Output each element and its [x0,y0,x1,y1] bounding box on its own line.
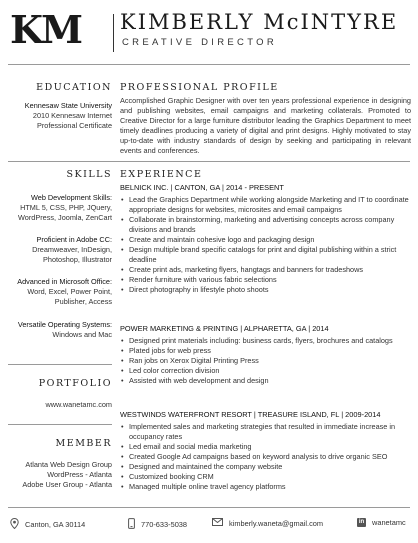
member-item: Adobe User Group - Atlanta [22,480,112,489]
skill-group [17,277,112,307]
job-bullets [120,336,412,386]
phone-icon [128,518,135,531]
skill-group-line: Windows and Mac [52,330,112,339]
education-school: Kennesaw State University [24,101,112,110]
candidate-title: CREATIVE DIRECTOR [122,37,277,48]
experience-heading: EXPERIENCE [120,169,203,180]
job-bullet: • Led color correction division [120,366,412,376]
footer-email[interactable] [212,518,323,528]
job-title: BELNICK INC. | CANTON, GA | 2014 - PRESENT [120,183,284,192]
email-icon [212,518,223,528]
job-bullet: • Direct photography in lifestyle photo shoots [120,285,412,295]
job-bullet: • Render furniture with various fabric selections [120,275,412,285]
member-item: WordPress - Atlanta [47,470,112,479]
skill-group-title: Versatile Operating Systems: [17,320,112,329]
footer-email-text: kimberly.waneta@gmail.com [229,518,324,528]
linkedin-icon: in [358,519,365,525]
profile-heading: PROFESSIONAL PROFILE [120,82,279,93]
job-bullet: • Plated jobs for web press [120,346,412,356]
job-bullet: • Assisted with web development and design [120,376,412,386]
skill-group [18,320,112,340]
skill-group-line: WordPress, Joomla, ZenCart [18,213,112,222]
header-divider [113,14,114,52]
member-item: Atlanta Web Design Group [25,460,112,469]
footer-location-text: Canton, GA 30114 [25,520,86,529]
job-bullet: • Created Google Ad campaigns based on keyword analysis to drive organic SEO [120,452,412,462]
skill-group [32,235,112,265]
profile-text: Accomplished Graphic Designer with over ten years professional experience in designing and publishing websites, email campaigns and marketing collaterals. Promoted to Creative Director for a large furniture distributor leading the Graphics Department to meet timely deadlines producing a variety of digital and print designs. Highly motivated to stay up-to-date with industry standards of design by seeking and participating in relevant events and conferences. [120,96,411,155]
job-bullet: • Implemented sales and marketing strategies that resulted in immediate increase in occupancy rates [120,422,412,442]
job-bullet: • Create print ads, marketing flyers, hangtags and banners for tradeshows [120,265,412,275]
section-rule [8,161,410,162]
job-bullet: • Lead the Graphics Department while working alongside Marketing and IT to coordinate appropriate designs for websites, microsites and email campaigns [120,195,412,215]
skill-group-title: Proficient in Adobe CC: [36,235,112,244]
footer-phone[interactable] [128,518,187,531]
job-bullet: • Collaborate in brainstorming, marketing and advertising concepts across company divisions and brands [120,215,412,235]
education-credential: Professional Certificate [36,121,112,130]
job-bullets [120,195,412,295]
skill-group-line: HTML 5, CSS, PHP, JQuery, [20,203,112,212]
education-block [25,101,112,131]
left-rule [8,364,112,365]
location-pin-icon [10,518,19,531]
portfolio-heading: PORTFOLIO [38,378,112,389]
skill-group-line: Photoshop, Illustrator [43,255,112,264]
monogram-logo: KM [10,7,82,52]
skill-group-title: Web Development Skills: [31,193,112,202]
member-list [22,460,112,490]
job-title: WESTWINDS WATERFRONT RESORT | TREASURE ISLAND, FL | 2009-2014 [120,410,381,419]
job-bullet: • Design multiple brand specific catalogs for print and digital publishing within a strict deadline [120,245,412,265]
skills-heading: SKILLS [66,169,112,180]
footer-phone-text: 770-633-5038 [141,520,188,529]
candidate-name: KIMBERLY McINTYRE [120,10,399,34]
job-bullet: • Led email and social media marketing [120,442,412,452]
job-bullet: • Managed multiple online travel agency platforms [120,482,412,492]
job-bullet: • Designed and maintained the company website [120,462,412,472]
footer-linkedin[interactable] [357,518,406,527]
footer-location [10,518,85,531]
job-bullets [120,422,412,492]
header-rule [8,64,410,65]
skill-group-line: Word, Excel, Power Point, [27,287,112,296]
left-rule [8,424,112,425]
skill-group-line: Publisher, Access [54,297,112,306]
job-bullet: • Designed print materials including: business cards, flyers, brochures and catalogs [120,336,412,346]
skill-group [18,193,112,223]
job-bullet: • Customized booking CRM [120,472,412,482]
education-heading: EDUCATION [36,82,112,93]
skill-group-title: Advanced in Microsoft Office: [17,277,112,286]
portfolio-link[interactable]: www.wanetamc.com [45,400,112,409]
member-heading: MEMBER [55,438,112,449]
footer-rule [8,507,410,508]
job-bullet: • Ran jobs on Xerox Digital Printing Press [120,356,412,366]
skill-group-line: Dreamweaver, InDesign, [32,245,112,254]
footer-linkedin-text: wanetamc [372,518,406,527]
job-bullet: • Create and maintain cohesive logo and packaging design [120,235,412,245]
education-program: 2010 Kennesaw Internet [32,111,112,120]
job-title: POWER MARKETING & PRINTING | ALPHARETTA, GA | 2014 [120,324,329,333]
